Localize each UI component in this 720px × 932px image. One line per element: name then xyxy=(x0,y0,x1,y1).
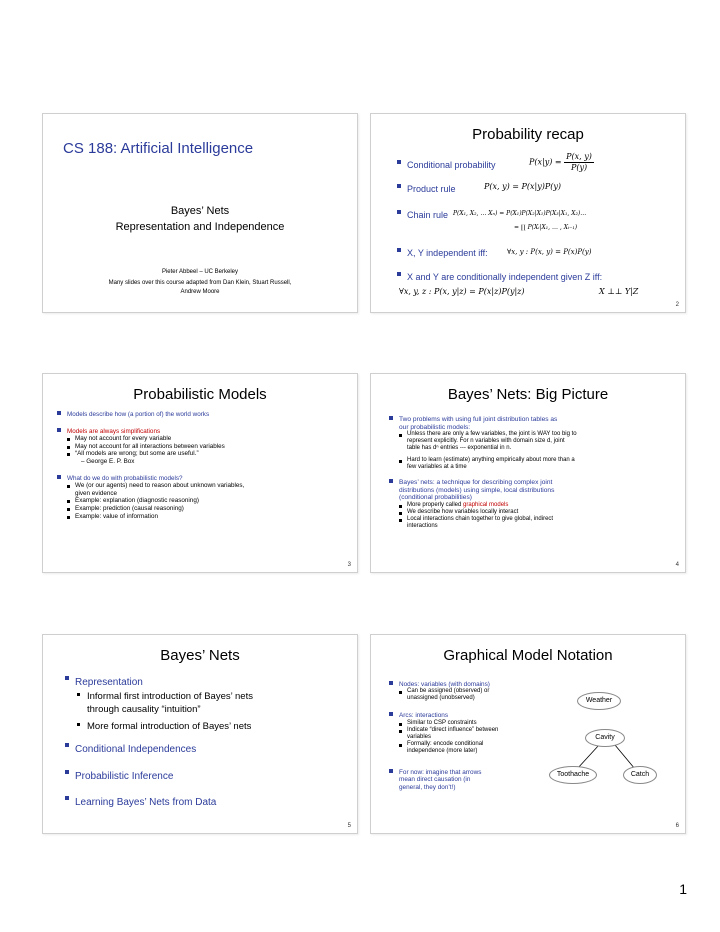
eq-cond-independent: ∀x, y, z : P(x, y|z) = P(x|z)P(y|z) xyxy=(399,287,525,296)
slide-title: Bayes’ Nets xyxy=(160,647,240,664)
talk-subtitle: Representation and Independence xyxy=(115,221,285,233)
eq-chain-1: P(X₁, X₂, … Xₙ) = P(X₁)P(X₂|X₁)P(X₃|X₁, X₂)… xyxy=(453,210,587,217)
bullet-what-do-we-do: What do we do with probabilistic models? xyxy=(57,475,353,483)
slide-4-bayes-nets-big-picture xyxy=(370,373,686,573)
credit-line-2: Andrew Moore xyxy=(180,289,220,295)
sub-bullet: Hard to learn (estimate) anything empirically about more than a few variables at a time xyxy=(399,457,681,471)
slide-number: 3 xyxy=(347,562,351,568)
bullet-independent: X, Y independent iff: xyxy=(397,248,488,258)
sub-bullet: “All models are wrong; but some are useful.” xyxy=(67,450,353,458)
bullet-product-rule: Product rule xyxy=(397,184,456,194)
sub-bullet: May not account for every variable xyxy=(67,435,353,443)
sub-bullet: May not account for all interactions between variables xyxy=(67,443,353,451)
sub-bullet: Example: explanation (diagnostic reasoning) xyxy=(67,497,353,505)
bullet-bayes-nets-technique: Bayes’ nets: a technique for describing complex joint distributions (models) using simple, local distributions (conditional probabilities) xyxy=(389,479,681,502)
sub-bullet: Example: value of information xyxy=(67,513,353,521)
node-cavity: Cavity xyxy=(585,729,625,747)
sub-bullet: Informal first introduction of Bayes’ nets through causality “intuition” xyxy=(77,690,355,717)
eq-product: P(x, y) = P(x|y)P(y) xyxy=(484,182,562,191)
bullet-cond-independent: X and Y are conditionally independent given Z iff: xyxy=(397,272,602,282)
eq-cond-independent-symbol: X ⊥⊥ Y|Z xyxy=(599,287,639,296)
bullet-models-describe: Models describe how (a portion of) the world works xyxy=(57,411,353,419)
sub-bullet: Indicate “direct influence” between variables xyxy=(399,727,569,741)
slide-number: 5 xyxy=(347,823,351,829)
sub-bullet: We describe how variables locally interact xyxy=(399,509,681,516)
node-weather: Weather xyxy=(577,692,621,710)
bullet-two-problems: Two problems with using full joint distribution tables as our probabilistic models: xyxy=(389,416,681,431)
slide-2-probability-recap xyxy=(370,113,686,313)
slide-body xyxy=(65,676,355,810)
slide-1-title xyxy=(42,113,358,313)
bullet-chain-rule: Chain rule xyxy=(397,210,448,220)
bullet-arcs: Arcs: interactions xyxy=(389,712,569,719)
sub-bullet: Local interactions chain together to give global, indirect interactions xyxy=(399,516,681,530)
slide-title: Graphical Model Notation xyxy=(443,647,613,664)
node-catch: Catch xyxy=(623,766,657,784)
bullet-representation: Representation xyxy=(65,676,355,690)
arc-cavity-toothache xyxy=(577,745,599,769)
bullet-probabilistic-inference: Probabilistic Inference xyxy=(65,770,355,784)
bullet-simplifications: Models are always simplifications xyxy=(57,428,353,436)
sub-bullet: More properly called graphical models xyxy=(399,502,681,509)
slide-5-bayes-nets xyxy=(42,634,358,834)
bayes-net-diagram xyxy=(371,635,686,834)
quote-attribution: – George E. P. Box xyxy=(81,457,135,465)
arc-cavity-catch xyxy=(615,745,635,769)
sub-bullet: Formally: encode conditional independence (more later) xyxy=(399,741,569,755)
sub-bullet: Can be assigned (observed) or unassigned (unobserved) xyxy=(399,688,569,702)
slide-title: Probabilistic Models xyxy=(133,386,267,403)
bullet-conditional-probability: Conditional probability xyxy=(397,160,496,170)
slide-number: 4 xyxy=(675,562,679,568)
eq-conditional: P(x|y) = $\frac{P(x, y)}{P(y)}$ xyxy=(529,152,592,172)
bullet-conditional-independences: Conditional Independences xyxy=(65,743,355,757)
graphical-models-highlight: graphical models xyxy=(463,501,509,508)
eq-independent: ∀x, y : P(x, y) = P(x)P(y) xyxy=(507,248,592,256)
credit-line-1: Many slides over this course adapted from Dan Klein, Stuart Russell, xyxy=(108,280,292,286)
slide-number: 2 xyxy=(675,302,679,308)
talk-title: Bayes’ Nets xyxy=(170,205,230,217)
bullet-nodes: Nodes: variables (with domains) xyxy=(389,681,569,688)
bullet-for-now: For now: imagine that arrows mean direct causation (in general, they don’t!) xyxy=(389,769,569,791)
course-title: CS 188: Artificial Intelligence xyxy=(63,140,254,157)
bullet-learning: Learning Bayes’ Nets from Data xyxy=(65,796,355,810)
eq-chain-2: = ∏ P(Xᵢ|X₁, … , Xᵢ₋₁) xyxy=(514,224,578,231)
slide-body xyxy=(57,411,353,520)
sub-bullet: We (or our agents) need to reason about unknown variables, given evidence xyxy=(67,482,353,497)
slide-title: Probability recap xyxy=(472,126,584,143)
eq-cond-denominator: P(y) xyxy=(570,163,588,172)
slide-body xyxy=(389,416,681,530)
slide-number: 6 xyxy=(675,823,679,829)
eq-cond-numerator: P(x, y) xyxy=(566,152,592,161)
sub-bullet: More formal introduction of Bayes’ nets xyxy=(77,720,355,734)
slide-3-probabilistic-models xyxy=(42,373,358,573)
page-number: 1 xyxy=(679,881,687,897)
sub-bullet: Example: prediction (causal reasoning) xyxy=(67,505,353,513)
slide-6-graphical-model-notation xyxy=(370,634,686,834)
author: Pieter Abbeel – UC Berkeley xyxy=(161,269,239,275)
node-toothache: Toothache xyxy=(549,766,597,784)
sub-bullet: Unless there are only a few variables, the joint is WAY too big to represent explicitly. For n variables with domain size d, joint table has dⁿ entries --- exponential in n. xyxy=(399,431,681,452)
slide-title: Bayes’ Nets: Big Picture xyxy=(447,386,609,403)
sub-bullet: Similar to CSP constraints xyxy=(399,720,569,727)
